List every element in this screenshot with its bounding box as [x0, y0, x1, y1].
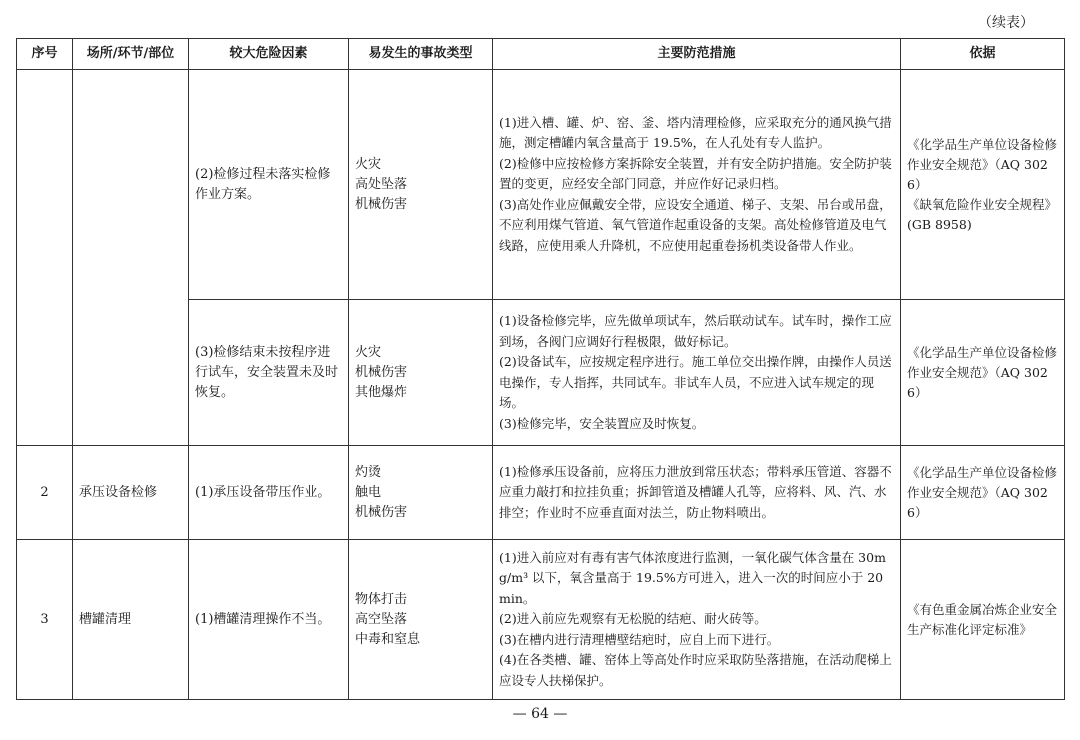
- table-row: [17, 540, 1065, 700]
- measure-item: (4)在各类槽、罐、窑体上等高处作时应采取防坠落措施，在活动爬梯上应设专人扶梯保护。: [499, 652, 892, 688]
- table-header-row: [17, 39, 1065, 70]
- basis-item: 《化学品生产单位设备检修作业安全规范》（AQ 3026）: [907, 464, 1058, 520]
- measure-item: (1)设备检修完毕，应先做单项试车，然后联动试车。试车时，操作工应到场，各阀门应调好行程极限，做好标记。: [499, 313, 892, 349]
- cell-basis: [901, 446, 1065, 540]
- cell-location: 承压设备检修: [73, 446, 189, 540]
- hazard-table: [16, 38, 1065, 700]
- cell-basis: [901, 540, 1065, 700]
- accident-type: 灼烫: [355, 464, 382, 480]
- measure-item: (2)进入前应先观察有无松脱的结疤、耐火砖等。: [499, 611, 767, 627]
- measure-item: (3)高处作业应佩戴安全带，应设安全通道、梯子、支架、吊台或吊盘，不应利用煤气管道、氧气管道作起重设备的支架。高处检修管道及电气线路，应使用乘人升降机，不应使用起重卷扬机类设备带人作业。: [499, 196, 892, 253]
- accident-type: 高空坠落: [355, 611, 408, 627]
- cell-accidents: [349, 540, 493, 700]
- cell-measures: [493, 446, 901, 540]
- cell-accidents: [349, 300, 493, 446]
- accident-type: 其他爆炸: [355, 384, 408, 400]
- cell-measures: [493, 300, 901, 446]
- measure-item: (1)进入前应对有毒有害气体浓度进行监测，一氧化碳气体含量在 30mg/m³ 以下，氧含量高于 19.5%方可进入，进入一次的时间应小于 20min。: [499, 549, 886, 606]
- accident-type: 机械伤害: [355, 364, 408, 380]
- cell-hazard: (1)承压设备带压作业。: [189, 446, 349, 540]
- accident-type: 物体打击: [355, 591, 408, 607]
- accident-type: 火灾: [355, 156, 382, 172]
- cell-measures: [493, 540, 901, 700]
- measure-item: (2)检修中应按检修方案拆除安全装置，并有安全防护措施。安全防护装置的变更，应经安全部门同意，并应作好记录归档。: [499, 155, 892, 192]
- cell-accidents: [349, 70, 493, 300]
- cell-basis: [901, 70, 1065, 300]
- cell-no: 3: [17, 540, 73, 700]
- measure-item: (3)检修完毕，安全装置应及时恢复。: [499, 415, 705, 431]
- cell-accidents: [349, 446, 493, 540]
- cell-hazard: (1)槽罐清理操作不当。: [189, 540, 349, 700]
- cell-hazard: (2)检修过程未落实检修作业方案。: [189, 70, 349, 300]
- header-location: 场所/环节/部位: [73, 39, 189, 70]
- table-row: [17, 70, 1065, 300]
- basis-item: 《化学品生产单位设备检修作业安全规范》（AQ 3026）: [907, 344, 1058, 400]
- accident-type: 高处坠落: [355, 176, 408, 192]
- page-number: — 64 —: [512, 706, 568, 722]
- cell-no: [17, 70, 73, 446]
- accident-type: 触电: [355, 484, 382, 500]
- cell-no: 2: [17, 446, 73, 540]
- header-hazard: 较大危险因素: [189, 39, 349, 70]
- basis-item: 《缺氧危险作业安全规程》(GB 8958): [907, 196, 1058, 232]
- measure-item: (3)在槽内进行清理槽壁结疤时，应自上而下进行。: [499, 631, 780, 647]
- header-measures: 主要防范措施: [493, 39, 901, 70]
- cell-location: 槽罐清理: [73, 540, 189, 700]
- accident-type: 中毒和窒息: [355, 631, 421, 647]
- cell-location: [73, 70, 189, 446]
- basis-item: 《化学品生产单位设备检修作业安全规范》（AQ 3026）: [907, 136, 1058, 192]
- accident-type: 火灾: [355, 344, 382, 360]
- measure-item: (1)进入槽、罐、炉、窑、釜、塔内清理检修，应采取充分的通风换气措施，测定槽罐内氧含量高于 19.5%，在人孔处有专人监护。: [499, 114, 892, 151]
- header-basis: 依据: [901, 39, 1065, 70]
- measure-item: (2)设备试车，应按规定程序进行。施工单位交出操作牌，由操作人员送电操作，专人指挥，共同试车。非试车人员，不应进入试车规定的现场。: [499, 354, 892, 410]
- accident-type: 机械伤害: [355, 196, 408, 212]
- cell-measures: [493, 70, 901, 300]
- cell-hazard: (3)检修结束未按程序进行试车，安全装置未及时恢复。: [189, 300, 349, 446]
- accident-type: 机械伤害: [355, 504, 408, 520]
- cell-basis: [901, 300, 1065, 446]
- measure-item: (1)检修承压设备前，应将压力泄放到常压状态；带料承压管道、容器不应重力敲打和拉挂负重；拆卸管道及槽罐人孔等，应将料、风、汽、水排空；作业时不应垂直面对法兰，防止物料喷出。: [499, 463, 892, 520]
- continued-label: （续表）: [978, 15, 1034, 31]
- basis-item: 《有色重金属冶炼企业安全生产标准化评定标准》: [907, 601, 1058, 637]
- header-accident-type: 易发生的事故类型: [349, 39, 493, 70]
- header-no: 序号: [17, 39, 73, 70]
- table-row: [17, 446, 1065, 540]
